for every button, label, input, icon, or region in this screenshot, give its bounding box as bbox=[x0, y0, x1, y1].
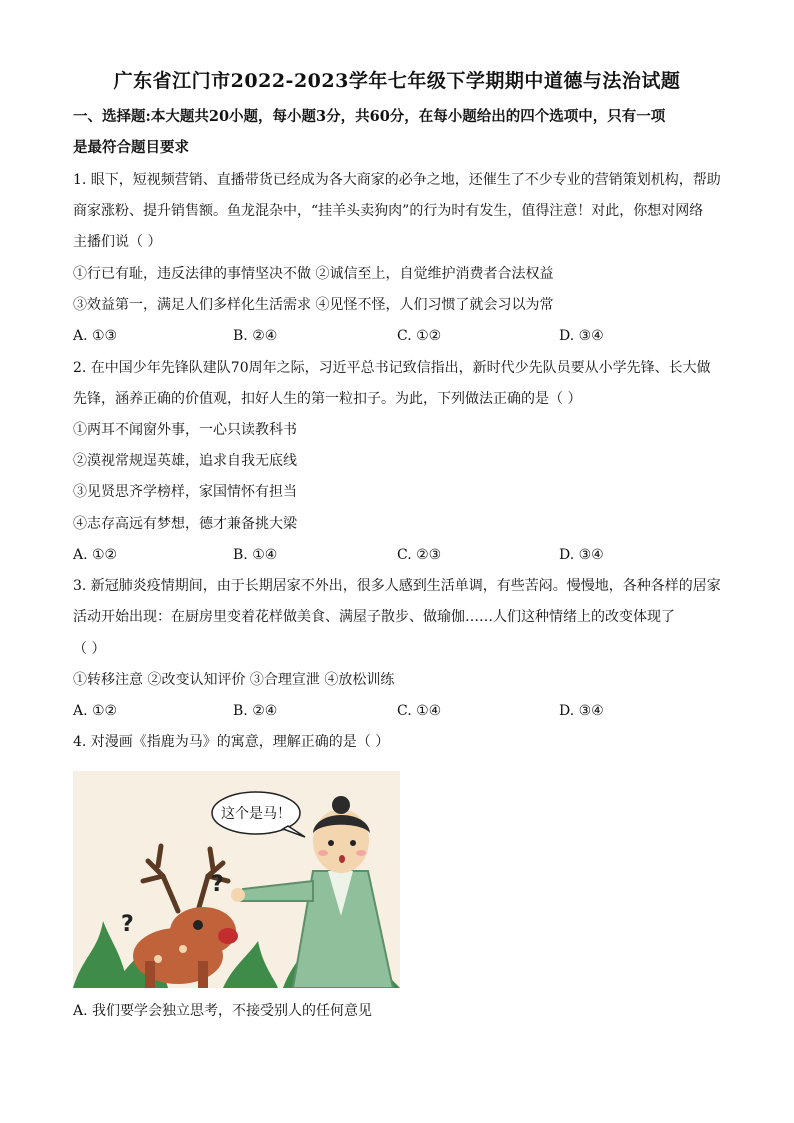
question-mark-icon: ? bbox=[211, 872, 224, 897]
question-1-line: 商家涨粉、提升销售额。鱼龙混杂中，“挂羊头卖狗肉”的行为时有发生，值得注意！对此，你想对网络 bbox=[73, 203, 704, 219]
question-3-statement: ①转移注意 ②改变认知评价 ③合理宣泄 ④放松训练 bbox=[73, 672, 395, 688]
question-1-options bbox=[73, 326, 733, 346]
question-2-line: 2. 在中国少年先锋队建队70周年之际，习近平总书记致信指出，新时代少先队员要从小学先锋、长大做 bbox=[73, 360, 711, 376]
option-a[interactable]: A. ①③ bbox=[73, 328, 118, 344]
option-a[interactable]: A. ①② bbox=[73, 703, 118, 719]
question-2-statement: ①两耳不闻窗外事，一心只读教科书 bbox=[73, 422, 297, 438]
question-3-options bbox=[73, 701, 733, 721]
question-3-line: （ ） bbox=[73, 641, 106, 657]
question-2-statement: ③见贤思齐学榜样，家国情怀有担当 bbox=[73, 484, 297, 500]
question-2-statement: ②漠视常规逞英雄，追求自我无底线 bbox=[73, 453, 297, 469]
question-mark-icon: ? bbox=[121, 912, 134, 937]
question-1-line: 主播们说（ ） bbox=[73, 234, 162, 250]
option-d[interactable]: D. ③④ bbox=[559, 547, 604, 563]
option-b[interactable]: B. ②④ bbox=[233, 328, 278, 344]
section-heading-line-1: 一、选择题:本大题共20小题，每小题3分，共60分，在每小题给出的四个选项中，只有一项 bbox=[73, 108, 666, 125]
option-b[interactable]: B. ①④ bbox=[233, 547, 278, 563]
question-1-line: 1. 眼下，短视频营销、直播带货已经成为各大商家的必争之地，还催生了不少专业的营销策划机构，帮助 bbox=[73, 172, 721, 188]
question-2-options bbox=[73, 545, 733, 565]
question-3-line: 活动开始出现：在厨房里变着花样做美食、满屋子散步、做瑜伽……人们这种情绪上的改变体现了 bbox=[73, 609, 675, 625]
speech-text: 这个是马！ bbox=[221, 806, 291, 822]
option-d[interactable]: D. ③④ bbox=[559, 328, 604, 344]
option-c[interactable]: C. ①④ bbox=[397, 703, 442, 719]
question-1-statement: ①行已有耻，违反法律的事情坚决不做 ②诚信至上，自觉维护消费者合法权益 bbox=[73, 266, 554, 282]
question-2-line: 先锋，涵养正确的价值观，扣好人生的第一粒扣子。为此，下列做法正确的是（ ） bbox=[73, 391, 582, 407]
question-2-statement: ④志存高远有梦想，德才兼备挑大梁 bbox=[73, 516, 297, 532]
option-c[interactable]: C. ②③ bbox=[397, 547, 442, 563]
question-1-statement: ③效益第一，满足人们多样化生活需求 ④见怪不怪，人们习惯了就会习以为常 bbox=[73, 297, 554, 313]
question-3-line: 3. 新冠肺炎疫情期间，由于长期居家不外出，很多人感到生活单调，有些苦闷。慢慢地，各种各样的居家 bbox=[73, 578, 721, 594]
question-4-options bbox=[73, 1001, 733, 1021]
option-b[interactable]: B. ②④ bbox=[233, 703, 278, 719]
option-d[interactable]: D. ③④ bbox=[559, 703, 604, 719]
section-heading-line-2: 是最符合题目要求 bbox=[73, 139, 189, 156]
page-title: 广东省江门市2022-2023学年七年级下学期期中道德与法治试题 bbox=[113, 70, 681, 92]
cartoon-deer-called-horse bbox=[73, 771, 400, 988]
question-4-line: 4. 对漫画《指鹿为马》的寓意，理解正确的是（ ） bbox=[73, 734, 390, 750]
option-c[interactable]: C. ①② bbox=[397, 328, 442, 344]
option-a[interactable]: A. ①② bbox=[73, 547, 118, 563]
option-a[interactable]: A. 我们要学会独立思考，不接受别人的任何意见 bbox=[73, 1003, 373, 1019]
